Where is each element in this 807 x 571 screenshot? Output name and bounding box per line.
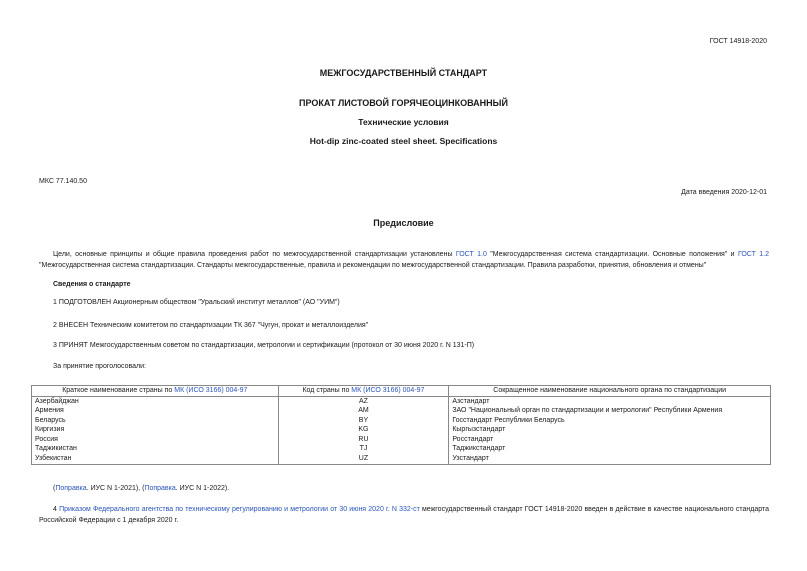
amendment-link-2021[interactable]: Поправка: [55, 485, 87, 492]
standard-info-heading: Сведения о стандарте: [53, 281, 131, 288]
country-name-header: [32, 386, 279, 397]
order-link[interactable]: Приказом Федерального агентства по техническому регулированию и метрологии от 30 июня 2020 г. N 332-ст: [59, 506, 420, 513]
table-row: [32, 416, 771, 426]
country-cell: Азербайджан: [32, 397, 279, 407]
voted-label: За принятие проголосовали:: [53, 363, 146, 370]
code-cell: KG: [278, 426, 449, 436]
adopted-by-item: 3 ПРИНЯТ Межгосударственным советом по стандартизации, метрологии и сертификации (протокол от 30 июня 2020 г. N 131-П): [53, 342, 475, 349]
body-cell: Госстандарт Республики Беларусь: [449, 416, 771, 426]
specification-subtitle-en: Hot-dip zinc-coated steel sheet. Specifications: [309, 136, 498, 146]
table-row: [32, 407, 771, 417]
introduction-date: Дата введения 2020-12-01: [681, 189, 767, 196]
code-cell: AZ: [278, 397, 449, 407]
country-cell: Беларусь: [32, 416, 279, 426]
body-cell: Узстандарт: [449, 454, 771, 464]
country-header-text: Краткое наименование страны по: [62, 386, 175, 394]
item4-text: межгосударственный стандарт ГОСТ 14918-2020 введен в действие в качестве национального стандарта Российской Федерации с 1 декабря 2020 г.: [39, 506, 769, 524]
body-cell: Кыргызстандарт: [449, 426, 771, 436]
code-cell: UZ: [278, 454, 449, 464]
code-cell: BY: [278, 416, 449, 426]
body-cell: Росстандарт: [449, 435, 771, 445]
code-header-text: Код страны по: [302, 386, 352, 394]
submitted-by-item: 2 ВНЕСЕН Техническим комитетом по стандартизации ТК 367 "Чугун, прокат и металлоизделия": [53, 322, 369, 329]
country-cell: Армения: [32, 407, 279, 417]
body-cell: ЗАО "Национальный орган по стандартизации и метрологии" Республики Армения: [449, 407, 771, 417]
country-cell: Узбекистан: [32, 454, 279, 464]
body-cell: Таджикстандарт: [449, 445, 771, 455]
item4-number: 4: [53, 506, 60, 513]
amendment-link-2022[interactable]: Поправка: [144, 485, 176, 492]
table-row: [32, 445, 771, 455]
body-cell: Азстандарт: [449, 397, 771, 407]
preface-heading: Предисловие: [373, 218, 434, 228]
national-body-header: Сокращенное наименование национального органа по стандартизации: [449, 386, 771, 397]
standard-name-title: ПРОКАТ ЛИСТОВОЙ ГОРЯЧЕОЦИНКОВАННЫЙ: [299, 98, 508, 108]
prepared-by-item: 1 ПОДГОТОВЛЕН Акционерным обществом "Уральский институт металлов" (АО "УИМ"): [53, 299, 340, 306]
preface-paragraph: [39, 249, 769, 271]
standard-type-title: МЕЖГОСУДАРСТВЕННЫЙ СТАНДАРТ: [319, 68, 488, 78]
amendments-line: [53, 484, 229, 493]
preface-text-2: "Межгосударственная система стандартизации. Основные положения" и: [486, 251, 738, 258]
amendment-text-2021: . ИУС N 1-2021), (: [86, 485, 145, 492]
gost-1-2-link[interactable]: ГОСТ 1.2: [737, 251, 769, 258]
country-cell: Таджикистан: [32, 445, 279, 455]
voting-countries-table: [31, 385, 771, 465]
document-code: ГОСТ 14918-2020: [709, 38, 767, 45]
country-cell: Киргизия: [32, 426, 279, 436]
code-cell: TJ: [278, 445, 449, 455]
preface-text-1: Цели, основные принципы и общие правила проведения работ по межгосударственной стандартизации установлены: [53, 251, 456, 258]
gost-1-0-link[interactable]: ГОСТ 1.0: [455, 251, 487, 258]
mk-iso-link-col1[interactable]: МК (ИСО 3166) 004-97: [174, 386, 248, 394]
table-header-row: [32, 386, 771, 397]
specification-subtitle-ru: Технические условия: [358, 117, 449, 127]
table-row: [32, 397, 771, 407]
table-row: [32, 426, 771, 436]
code-cell: AM: [278, 407, 449, 417]
amendment-paren: (: [53, 485, 56, 492]
enacted-item: [39, 504, 769, 526]
country-cell: Россия: [32, 435, 279, 445]
preface-text-3: "Межгосударственная система стандартизации. Стандарты межгосударственные, правила и рекомендации по межгосударственной стандартизации. Правила разработки, принятия, обновления и отмены": [39, 262, 707, 269]
table-row: [32, 454, 771, 464]
code-cell: RU: [278, 435, 449, 445]
table-row: [32, 435, 771, 445]
mks-code: МКС 77.140.50: [39, 178, 87, 185]
mk-iso-link-col2[interactable]: МК (ИСО 3166) 004-97: [351, 386, 425, 394]
amendment-text-2022: . ИУС N 1-2022).: [175, 485, 230, 492]
country-code-header: [278, 386, 449, 397]
